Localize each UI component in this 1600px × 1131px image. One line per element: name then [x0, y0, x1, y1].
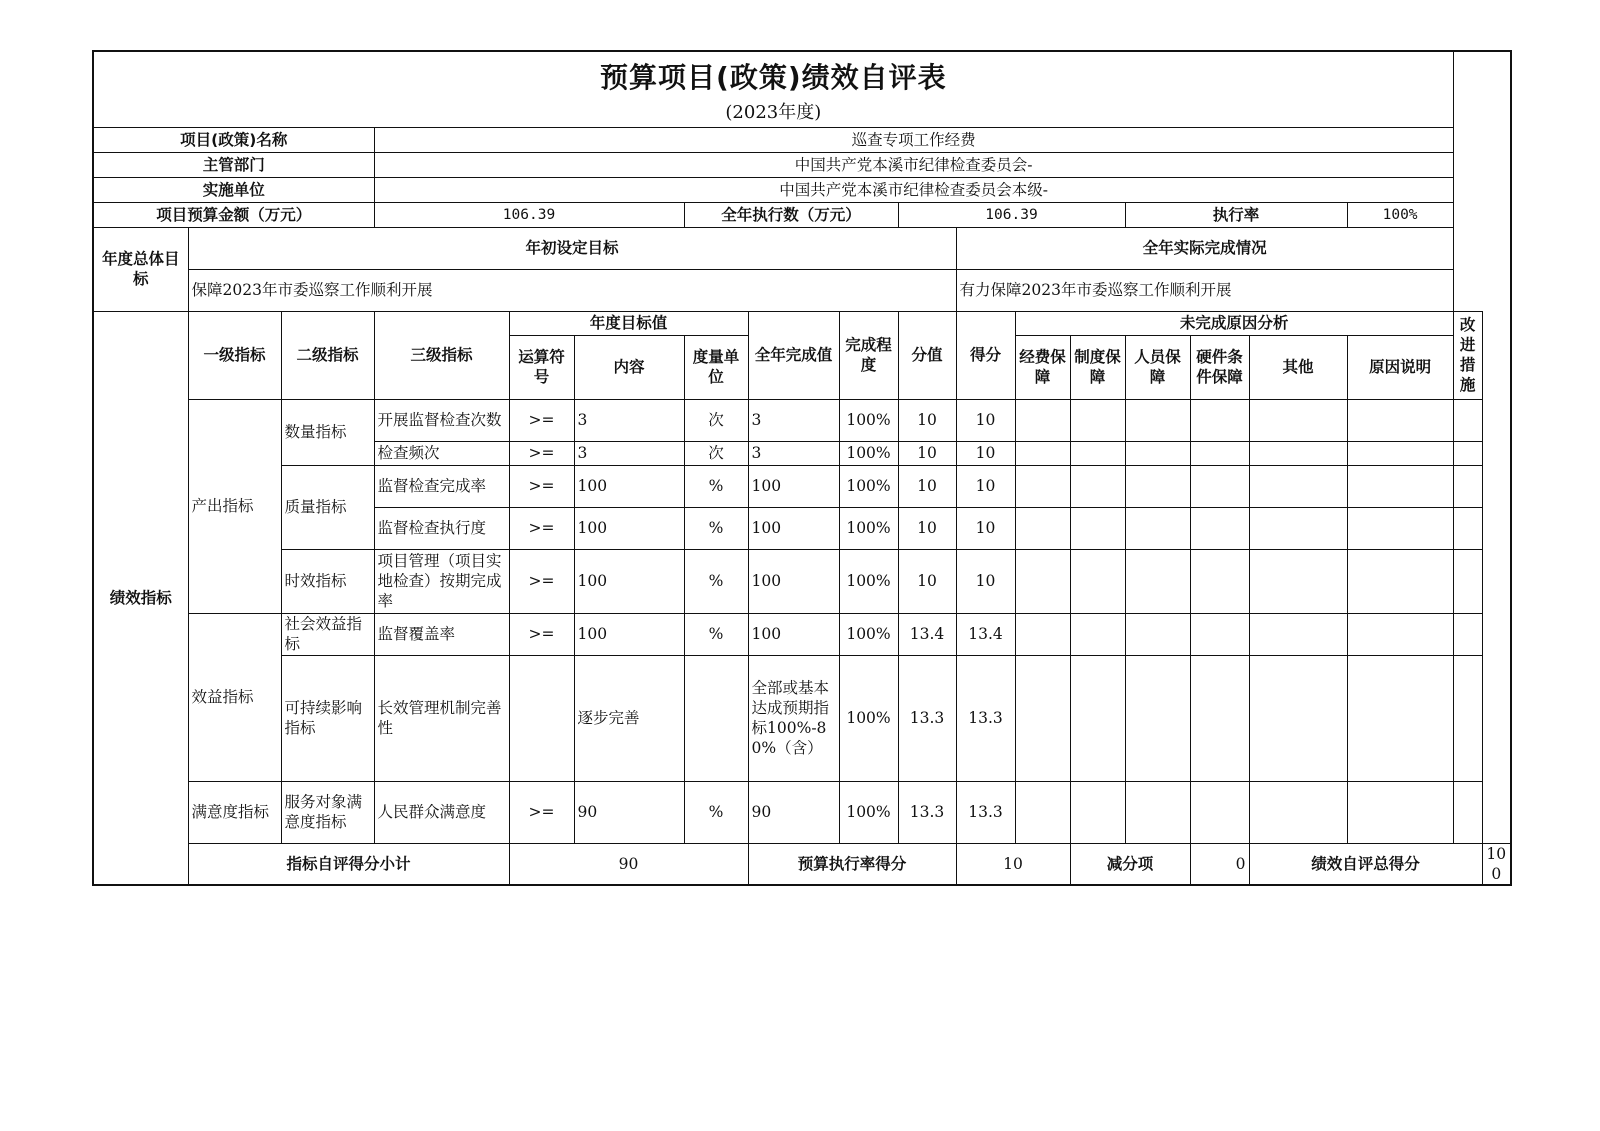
- content-cell: 逐步完善: [574, 655, 684, 781]
- completion-cell: 100%: [839, 399, 898, 441]
- indicator-name: 项目管理（项目实地检查）按期完成率: [374, 549, 509, 613]
- unit-header: 度量单位: [684, 335, 748, 399]
- indicator-name: 开展监督检查次数: [374, 399, 509, 441]
- empty-cell: [1125, 613, 1190, 655]
- page-title: 预算项目(政策)绩效自评表: [600, 61, 947, 95]
- got-score-cell: 10: [956, 507, 1015, 549]
- unit-cell: %: [684, 507, 748, 549]
- empty-cell: [1347, 507, 1453, 549]
- unit-cell: 次: [684, 441, 748, 465]
- completion-cell: 100%: [839, 549, 898, 613]
- content-cell: 3: [574, 441, 684, 465]
- content-cell: 100: [574, 549, 684, 613]
- implementing-unit-row: [93, 177, 1511, 202]
- empty-cell: [1190, 399, 1249, 441]
- actual-cell: 100: [748, 613, 839, 655]
- empty-cell: [1015, 613, 1070, 655]
- page-subtitle: (2023年度): [725, 102, 822, 124]
- goals-content-row: [93, 269, 1511, 311]
- got-score-cell: 10: [956, 549, 1015, 613]
- implementing-unit-label: 实施单位: [93, 177, 374, 202]
- score-cell: 13.3: [898, 781, 956, 843]
- deduction-value: 0: [1190, 843, 1249, 885]
- empty-cell: [1125, 441, 1190, 465]
- indicator-name: 长效管理机制完善性: [374, 655, 509, 781]
- empty-cell: [1070, 549, 1125, 613]
- actual-cell: 100: [748, 549, 839, 613]
- reason-system-header: 制度保障: [1070, 335, 1125, 399]
- operator-cell: >=: [509, 781, 574, 843]
- project-name-value: 巡查专项工作经费: [374, 127, 1453, 152]
- content-cell: 100: [574, 465, 684, 507]
- initial-goal-header: 年初设定目标: [188, 227, 956, 269]
- operator-cell: [509, 655, 574, 781]
- subgroup-quantity: 数量指标: [281, 399, 374, 465]
- reason-staff-header: 人员保障: [1125, 335, 1190, 399]
- got-score-header: 得分: [956, 311, 1015, 399]
- content-cell: 100: [574, 507, 684, 549]
- empty-cell: [1015, 655, 1070, 781]
- total-score-label: 绩效自评总得分: [1249, 843, 1482, 885]
- empty-cell: [1453, 613, 1482, 655]
- completion-cell: 100%: [839, 655, 898, 781]
- title-cell: [93, 51, 1453, 127]
- empty-cell: [1190, 507, 1249, 549]
- deduction-label: 减分项: [1070, 843, 1190, 885]
- score-cell: 13.3: [898, 655, 956, 781]
- empty-cell: [1347, 441, 1453, 465]
- empty-cell: [1347, 613, 1453, 655]
- empty-cell: [1347, 465, 1453, 507]
- project-name-row: [93, 127, 1511, 152]
- indicator-row: [93, 549, 1511, 613]
- indicator-name: 人民群众满意度: [374, 781, 509, 843]
- empty-cell: [1453, 465, 1482, 507]
- empty-cell: [1015, 399, 1070, 441]
- group-output: 产出指标: [188, 399, 281, 613]
- group-satisfaction: 满意度指标: [188, 781, 281, 843]
- empty-cell: [1070, 655, 1125, 781]
- title-row: [93, 51, 1511, 127]
- department-value: 中国共产党本溪市纪律检查委员会-: [374, 152, 1453, 177]
- empty-cell: [1070, 613, 1125, 655]
- subgroup-social: 社会效益指标: [281, 613, 374, 655]
- got-score-cell: 13.3: [956, 781, 1015, 843]
- empty-cell: [1453, 549, 1482, 613]
- empty-cell: [1070, 441, 1125, 465]
- empty-cell: [1190, 441, 1249, 465]
- indicator-row: [93, 399, 1511, 441]
- score-cell: 10: [898, 507, 956, 549]
- empty-cell: [1070, 781, 1125, 843]
- completion-cell: 100%: [839, 781, 898, 843]
- subgroup-timeliness: 时效指标: [281, 549, 374, 613]
- actual-completion-text: 有力保障2023年市委巡察工作顺利开展: [956, 269, 1453, 311]
- score-cell: 13.4: [898, 613, 956, 655]
- actual-cell: 3: [748, 441, 839, 465]
- operator-cell: >=: [509, 549, 574, 613]
- empty-cell: [1347, 781, 1453, 843]
- indicator-name: 监督检查执行度: [374, 507, 509, 549]
- empty-cell: [1453, 399, 1482, 441]
- content-cell: 90: [574, 781, 684, 843]
- group-benefit: 效益指标: [188, 613, 281, 781]
- empty-cell: [1453, 781, 1482, 843]
- budget-score-label: 预算执行率得分: [748, 843, 956, 885]
- empty-cell: [1070, 465, 1125, 507]
- improvement-header: 改进措施: [1453, 311, 1482, 399]
- score-cell: 10: [898, 441, 956, 465]
- indicator-header-row-1: [93, 311, 1511, 335]
- unit-cell: %: [684, 613, 748, 655]
- empty-cell: [1015, 465, 1070, 507]
- department-label: 主管部门: [93, 152, 374, 177]
- got-score-cell: 10: [956, 441, 1015, 465]
- indicator-name: 检查频次: [374, 441, 509, 465]
- subgroup-service: 服务对象满意度指标: [281, 781, 374, 843]
- content-header: 内容: [574, 335, 684, 399]
- empty-cell: [1015, 507, 1070, 549]
- empty-cell: [1249, 655, 1347, 781]
- score-cell: 10: [898, 399, 956, 441]
- goals-header-row: [93, 227, 1511, 269]
- executed-amount-label: 全年执行数（万元）: [684, 202, 898, 227]
- unit-cell: %: [684, 781, 748, 843]
- subgroup-quality: 质量指标: [281, 465, 374, 549]
- empty-cell: [1190, 781, 1249, 843]
- execution-rate-label: 执行率: [1125, 202, 1347, 227]
- reason-analysis-header: 未完成原因分析: [1015, 311, 1453, 335]
- operator-cell: >=: [509, 399, 574, 441]
- empty-cell: [1125, 465, 1190, 507]
- actual-cell: 全部或基本达成预期指标100%-80%（含）: [748, 655, 839, 781]
- unit-cell: [684, 655, 748, 781]
- subtotal-value: 90: [509, 843, 748, 885]
- empty-cell: [1070, 399, 1125, 441]
- completion-cell: 100%: [839, 507, 898, 549]
- indicator-row: [93, 781, 1511, 843]
- empty-cell: [1453, 507, 1482, 549]
- got-score-cell: 10: [956, 465, 1015, 507]
- operator-cell: >=: [509, 465, 574, 507]
- empty-cell: [1125, 655, 1190, 781]
- subtotal-label: 指标自评得分小计: [188, 843, 509, 885]
- budget-amount-value: 106.39: [374, 202, 684, 227]
- empty-cell: [1249, 465, 1347, 507]
- actual-completion-header: 全年实际完成情况: [956, 227, 1453, 269]
- actual-cell: 3: [748, 399, 839, 441]
- empty-cell: [1125, 781, 1190, 843]
- indicator-name: 监督检查完成率: [374, 465, 509, 507]
- subgroup-sustain: 可持续影响指标: [281, 655, 374, 781]
- empty-cell: [1125, 399, 1190, 441]
- empty-cell: [1347, 655, 1453, 781]
- empty-cell: [1125, 507, 1190, 549]
- implementing-unit-value: 中国共产党本溪市纪律检查委员会本级-: [374, 177, 1453, 202]
- execution-rate-value: 100%: [1347, 202, 1453, 227]
- executed-amount-value: 106.39: [898, 202, 1125, 227]
- empty-cell: [1015, 781, 1070, 843]
- actual-cell: 90: [748, 781, 839, 843]
- indicator-row: [93, 655, 1511, 781]
- completion-header: 完成程度: [839, 311, 898, 399]
- reason-funds-header: 经费保障: [1015, 335, 1070, 399]
- score-cell: 10: [898, 465, 956, 507]
- level1-header: 一级指标: [188, 311, 281, 399]
- empty-cell: [1347, 399, 1453, 441]
- empty-cell: [1190, 613, 1249, 655]
- score-cell: 10: [898, 549, 956, 613]
- annual-goal-label: 年度总体目标: [93, 227, 188, 311]
- empty-cell: [1125, 549, 1190, 613]
- initial-goal-text: 保障2023年市委巡察工作顺利开展: [188, 269, 956, 311]
- reason-other-header: 其他: [1249, 335, 1347, 399]
- indicator-row: [93, 465, 1511, 507]
- empty-cell: [1347, 549, 1453, 613]
- content-cell: 100: [574, 613, 684, 655]
- empty-cell: [1015, 441, 1070, 465]
- operator-cell: >=: [509, 613, 574, 655]
- got-score-cell: 10: [956, 399, 1015, 441]
- empty-cell: [1249, 781, 1347, 843]
- empty-cell: [1190, 549, 1249, 613]
- unit-cell: %: [684, 465, 748, 507]
- completion-cell: 100%: [839, 465, 898, 507]
- score-header: 分值: [898, 311, 956, 399]
- indicator-row: [93, 613, 1511, 655]
- empty-cell: [1453, 655, 1482, 781]
- empty-cell: [1249, 507, 1347, 549]
- unit-cell: 次: [684, 399, 748, 441]
- reason-explain-header: 原因说明: [1347, 335, 1453, 399]
- unit-cell: %: [684, 549, 748, 613]
- completion-cell: 100%: [839, 441, 898, 465]
- budget-amount-label: 项目预算金额（万元）: [93, 202, 374, 227]
- operator-cell: >=: [509, 507, 574, 549]
- empty-cell: [1015, 549, 1070, 613]
- actual-value-header: 全年完成值: [748, 311, 839, 399]
- evaluation-table: [92, 50, 1512, 886]
- indicator-name: 监督覆盖率: [374, 613, 509, 655]
- self-evaluation-sheet: [92, 50, 1512, 886]
- completion-cell: 100%: [839, 613, 898, 655]
- reason-hardware-header: 硬件条件保障: [1190, 335, 1249, 399]
- level2-header: 二级指标: [281, 311, 374, 399]
- summary-row: [93, 843, 1511, 885]
- level3-header: 三级指标: [374, 311, 509, 399]
- empty-cell: [1190, 465, 1249, 507]
- department-row: [93, 152, 1511, 177]
- empty-cell: [1249, 441, 1347, 465]
- budget-score-value: 10: [956, 843, 1070, 885]
- got-score-cell: 13.3: [956, 655, 1015, 781]
- empty-cell: [1249, 613, 1347, 655]
- annual-target-header: 年度目标值: [509, 311, 748, 335]
- operator-header: 运算符号: [509, 335, 574, 399]
- actual-cell: 100: [748, 507, 839, 549]
- actual-cell: 100: [748, 465, 839, 507]
- empty-cell: [1249, 399, 1347, 441]
- got-score-cell: 13.4: [956, 613, 1015, 655]
- empty-cell: [1070, 507, 1125, 549]
- empty-cell: [1453, 441, 1482, 465]
- performance-indicators-label: 绩效指标: [93, 311, 188, 885]
- total-score-value: 100: [1482, 843, 1511, 885]
- empty-cell: [1249, 549, 1347, 613]
- operator-cell: >=: [509, 441, 574, 465]
- content-cell: 3: [574, 399, 684, 441]
- empty-cell: [1190, 655, 1249, 781]
- budget-row: [93, 202, 1511, 227]
- project-name-label: 项目(政策)名称: [93, 127, 374, 152]
